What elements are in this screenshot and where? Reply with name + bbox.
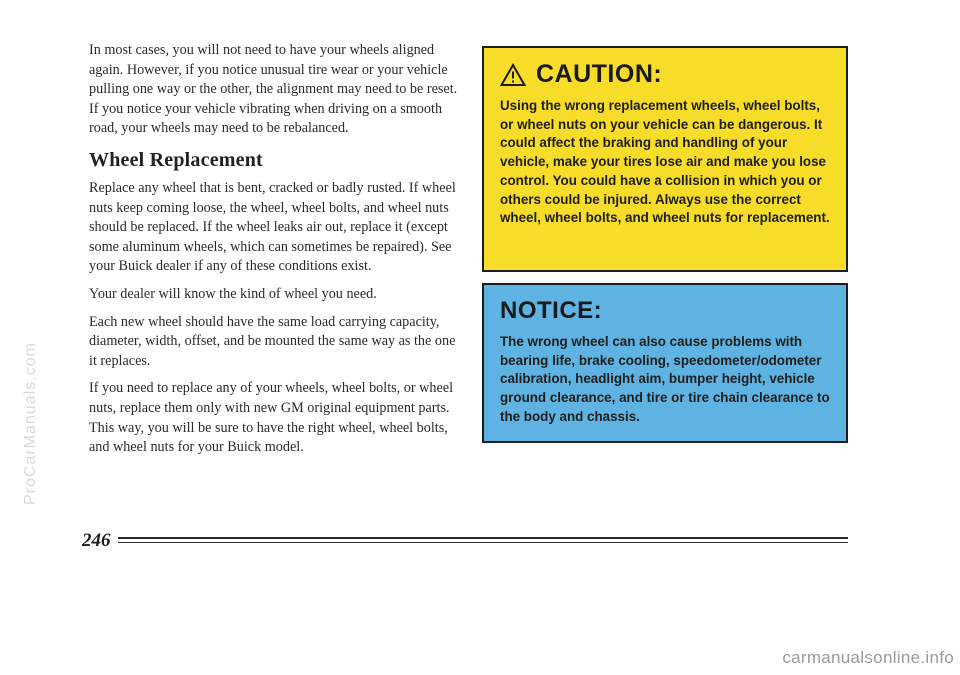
body-paragraph-1: Replace any wheel that is bent, cracked or badly rusted. If wheel nuts keep coming loose, the wheel, wheel bolts, and wheel nuts should be replaced. If the wheel leaks air out, replace it (except some aluminum wheels, which can sometimes be repaired). See your Buick dealer if any of these conditions exist. (89, 179, 456, 275)
notice-box (482, 283, 848, 443)
footer-rule-thin (118, 542, 848, 543)
footer-rule (118, 537, 848, 539)
warning-triangle-icon (500, 63, 526, 87)
left-column (89, 41, 465, 466)
notice-text: The wrong wheel can also cause problems with bearing life, brake cooling, speedometer/odometer calibration, headlight aim, bumper height, vehicle ground clearance, and tire or tire chain clearance to the body and chassis. (500, 334, 830, 424)
body-paragraph-4: If you need to replace any of your wheels, wheel bolts, or wheel nuts, replace them only with new GM original equipment parts. This way, you will be sure to have the right wheel, wheel bolts, and wheel nuts for your Buick model. (89, 380, 454, 456)
page-number: 246 (82, 530, 111, 551)
caution-title: CAUTION: (536, 60, 663, 88)
side-watermark: ProCarManuals.com (22, 342, 39, 505)
body-paragraph-2: Your dealer will know the kind of wheel you need. (89, 285, 377, 302)
notice-title: NOTICE: (500, 297, 603, 324)
caution-text: Using the wrong replacement wheels, wheel bolts, or wheel nuts on your vehicle can be dangerous. It could affect the braking and handling of your vehicle, make your tires lose air and make you lose control. You could have a collision in which you or others could be injured. Always use the correct wheel, wheel bolts, and wheel nuts for replacement. (500, 98, 830, 226)
body-paragraph-3: Each new wheel should have the same load carrying capacity, diameter, width, offset, and be mounted the same way as the one it replaces. (89, 313, 456, 369)
caution-box (482, 46, 848, 272)
intro-paragraph: In most cases, you will not need to have your wheels aligned again. However, if you notice unusual tire wear or your vehicle pulling one way or the other, the alignment may need to be reset. If you notice your vehicle vibrating when driving on a smooth road, your wheels may need to be rebalanced. (89, 42, 458, 137)
section-title: Wheel Replacement (89, 148, 263, 171)
bottom-watermark: carmanualsonline.info (782, 648, 954, 667)
caution-header (500, 60, 832, 89)
